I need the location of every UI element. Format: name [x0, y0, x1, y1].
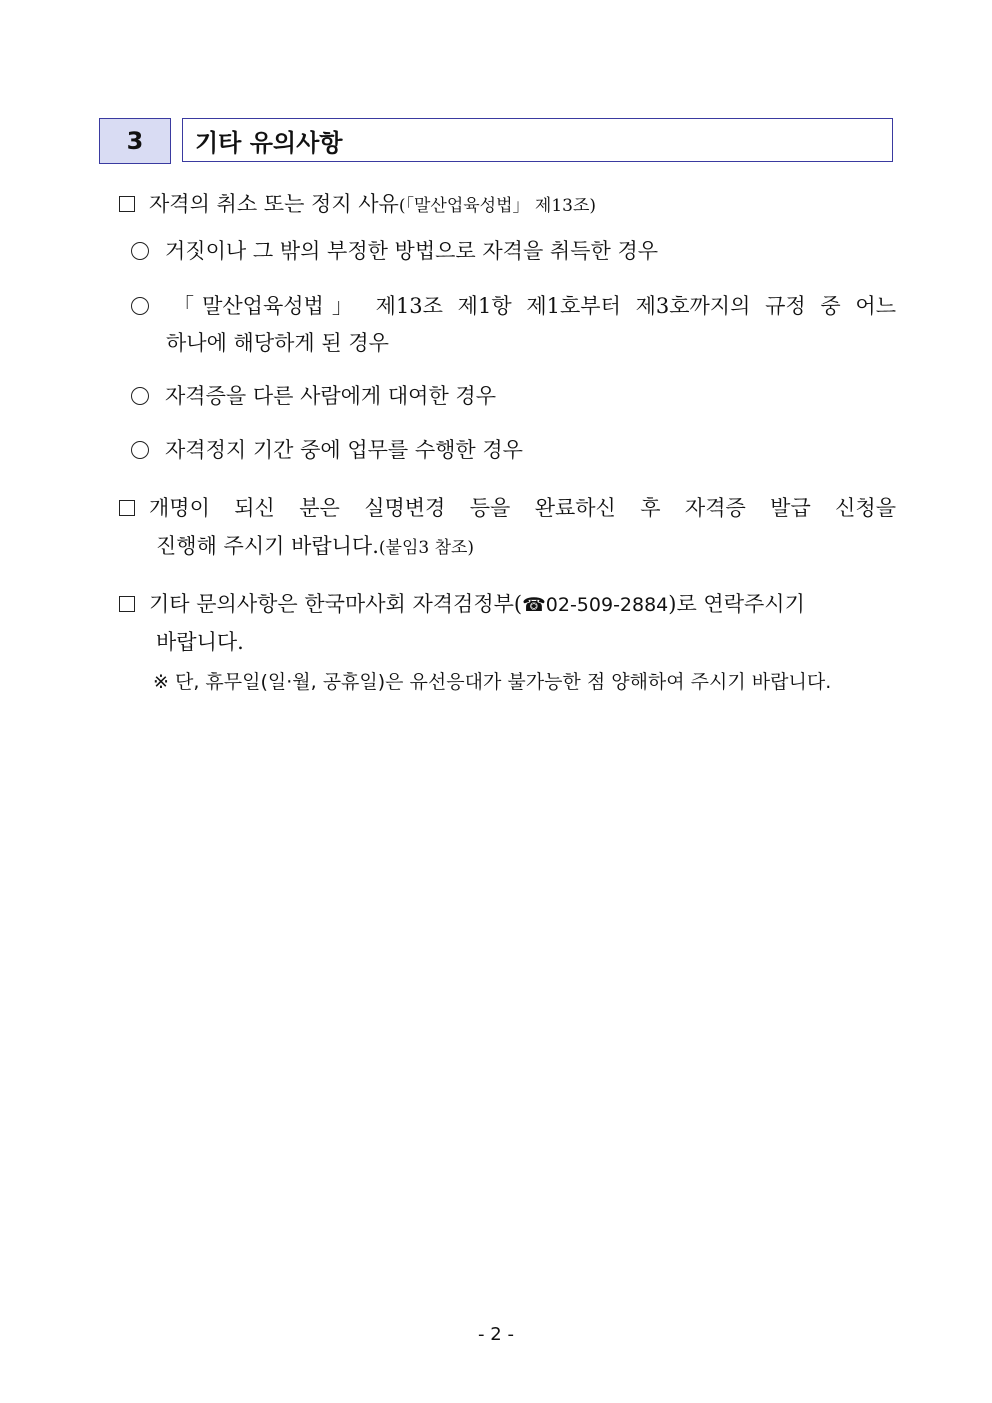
- block1-heading-text: 자격의 취소 또는 정지 사유: [149, 192, 399, 216]
- block1-heading-ref: (「말산업육성법」 제13조): [398, 196, 597, 216]
- list-item-text: 거짓이나 그 밖의 부정한 방법으로 자격을 취득한 경우: [165, 239, 659, 263]
- list-item-text: 자격정지 기간 중에 업무를 수행한 경우: [165, 438, 523, 462]
- block1-heading: [119, 194, 596, 215]
- list-item: [131, 241, 658, 262]
- block2-line1: [119, 498, 896, 519]
- list-item: [131, 440, 523, 461]
- block2-ref: (붙임3 참조): [378, 538, 475, 558]
- list-item: [131, 296, 896, 317]
- section-number: 3: [99, 118, 171, 164]
- block2-text: 개명이 되신 분은 실명변경 등을 완료하신 후 자격증 발급 신청을: [149, 496, 896, 520]
- block3-text: 기타 문의사항은 한국마사회 자격검정부(: [149, 592, 523, 616]
- page-number: - 2 -: [478, 1324, 514, 1345]
- square-bullet-icon: [119, 196, 135, 212]
- section-header: [99, 118, 895, 164]
- list-item-continuation: 하나에 해당하게 된 경우: [166, 331, 389, 355]
- block3-line1: [119, 594, 896, 615]
- block3-line2: 바랍니다.: [156, 630, 244, 654]
- circle-bullet-icon: [131, 441, 149, 459]
- list-item: [131, 386, 496, 407]
- square-bullet-icon: [119, 500, 135, 516]
- list-item-text: 자격증을 다른 사람에게 대여한 경우: [165, 384, 496, 408]
- block3-text-post: )로 연락주시기: [668, 592, 805, 616]
- section-title: 기타 유의사항: [182, 118, 893, 162]
- phone-icon: ☎: [522, 594, 546, 616]
- circle-bullet-icon: [131, 297, 149, 315]
- list-item-text: 「말산업육성법」 제13조 제1항 제1호부터 제3호까지의 규정 중 어느: [165, 294, 896, 318]
- block2-text-cont: 진행해 주시기 바랍니다.: [156, 534, 379, 558]
- phone-number: 02-509-2884: [545, 594, 669, 616]
- square-bullet-icon: [119, 596, 135, 612]
- circle-bullet-icon: [131, 387, 149, 405]
- circle-bullet-icon: [131, 242, 149, 260]
- block3-note: ※ 단, 휴무일(일·월, 공휴일)은 유선응대가 불가능한 점 양해하여 주시기 바랍니다.: [153, 671, 832, 693]
- block2-line2: [156, 536, 474, 557]
